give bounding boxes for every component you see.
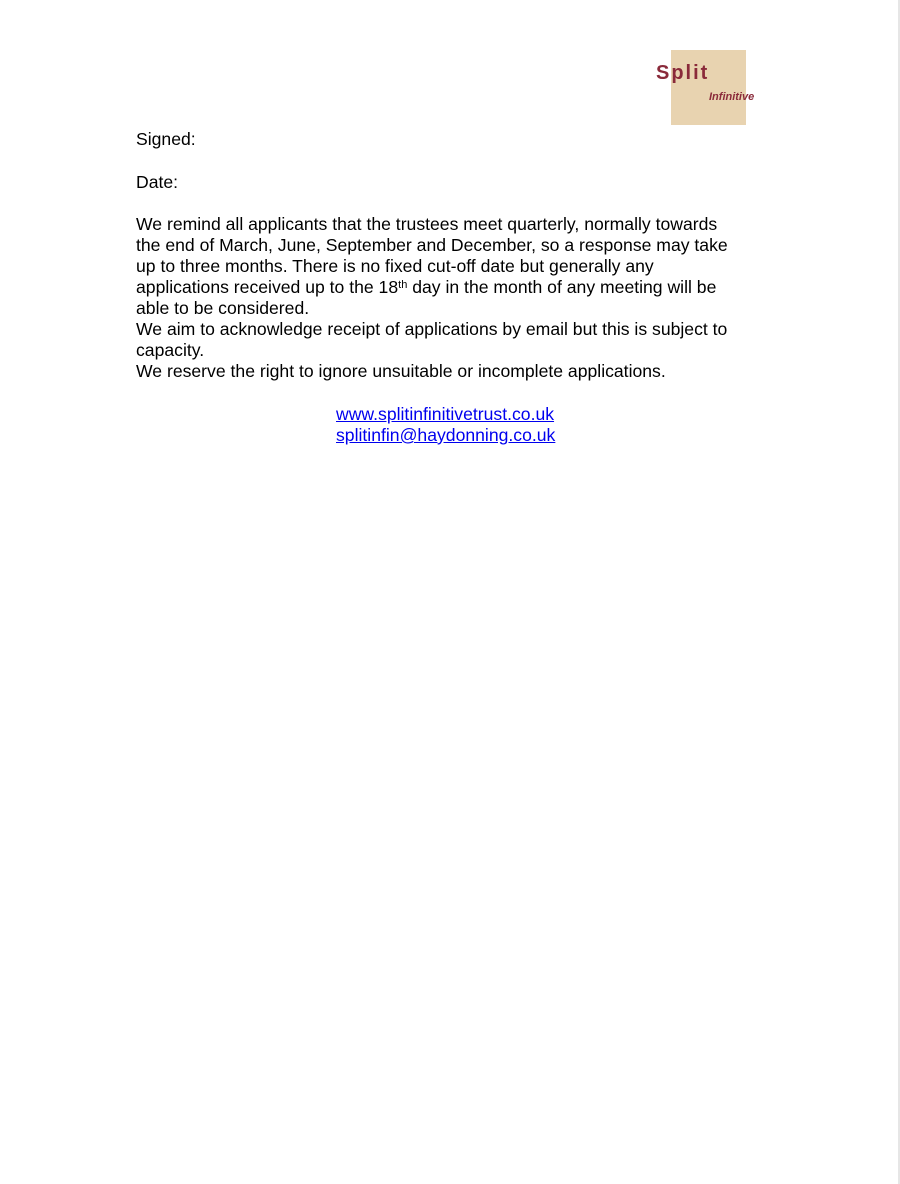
signed-label: Signed: (136, 129, 196, 149)
notice-line: able to be considered. (136, 298, 310, 318)
split-infinitive-logo (656, 50, 755, 125)
logo-main-text: Split (656, 62, 710, 84)
notice-line: We remind all applicants that the trustees meet quarterly, normally towards (136, 214, 718, 234)
ordinal-suffix: th (398, 279, 408, 291)
notice-line: capacity. (136, 340, 205, 360)
notice-line (136, 277, 776, 298)
notice-line: up to three months. There is no fixed cut-off date but generally any (136, 256, 654, 276)
contact-links (336, 404, 555, 446)
logo-sub-text: Infinitive (709, 91, 755, 103)
notice-line: the end of March, June, September and December, so a response may take (136, 235, 728, 255)
notice-line: We aim to acknowledge receipt of applications by email but this is subject to (136, 319, 728, 339)
date-label: Date: (136, 172, 179, 192)
notice-line-end: day in the month of any meeting will be (407, 277, 717, 297)
website-link[interactable]: www.splitinfinitivetrust.co.uk (336, 404, 555, 424)
notice-line-start: applications received up to the 18 (136, 277, 399, 297)
notice-line: We reserve the right to ignore unsuitable or incomplete applications. (136, 361, 666, 381)
email-link[interactable]: splitinfin@haydonning.co.uk (336, 425, 556, 445)
notice-paragraph (136, 214, 776, 382)
